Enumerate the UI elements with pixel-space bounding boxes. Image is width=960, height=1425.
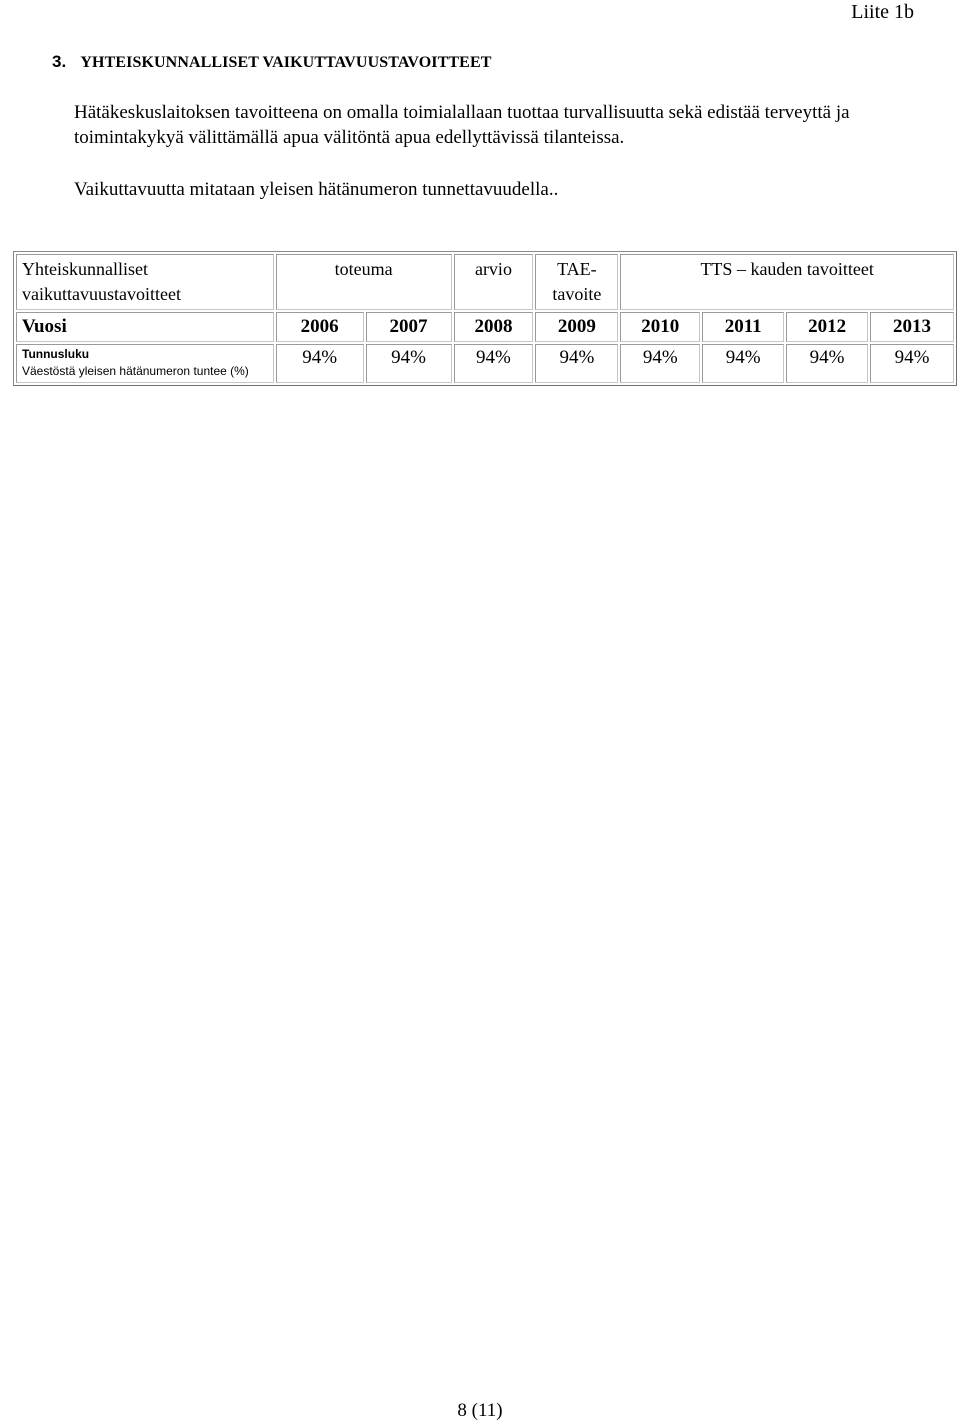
year-cell: 2012 <box>786 312 868 342</box>
year-cell: 2007 <box>366 312 452 342</box>
indicator-description: Väestöstä yleisen hätänumeron tuntee (%) <box>22 364 249 378</box>
measure-paragraph: Vaikuttavuutta mitataan yleisen hätänumeron tunnettavuudella.. <box>74 179 559 200</box>
year-cell: 2010 <box>620 312 700 342</box>
indicator-title: Tunnusluku <box>22 347 90 361</box>
table-header-row <box>16 254 954 310</box>
page-number: 8 (11) <box>457 1400 503 1421</box>
section-heading <box>52 52 491 72</box>
value-cell: 94% <box>366 344 452 383</box>
year-cell: 2011 <box>702 312 784 342</box>
year-cell: 2013 <box>870 312 954 342</box>
header-goals-cell: Yhteiskunnalliset vaikuttavuustavoitteet <box>16 254 274 310</box>
value-cell: 94% <box>454 344 534 383</box>
appendix-label: Liite 1b <box>851 1 914 23</box>
value-cell: 94% <box>620 344 700 383</box>
section-number: 3. <box>52 52 67 71</box>
header-arvio-cell: arvio <box>454 254 534 310</box>
section-title: YHTEISKUNNALLISET VAIKUTTAVUUSTAVOITTEET <box>80 54 492 71</box>
indicator-row <box>16 344 954 383</box>
value-cell: 94% <box>786 344 868 383</box>
value-cell: 94% <box>702 344 784 383</box>
year-row <box>16 312 954 342</box>
year-cell: 2006 <box>276 312 364 342</box>
value-cell: 94% <box>535 344 618 383</box>
value-cell: 94% <box>870 344 954 383</box>
header-toteuma-cell: toteuma <box>276 254 452 310</box>
year-cell: 2009 <box>535 312 618 342</box>
header-tts-cell: TTS – kauden tavoitteet <box>620 254 954 310</box>
indicator-cell <box>16 344 274 383</box>
value-cell: 94% <box>276 344 364 383</box>
year-label-cell: Vuosi <box>16 312 274 342</box>
header-tae-cell: TAE-tavoite <box>535 254 618 310</box>
goals-table <box>13 251 957 386</box>
year-cell: 2008 <box>454 312 534 342</box>
intro-paragraph: Hätäkeskuslaitoksen tavoitteena on omalla toimialallaan tuottaa turvallisuutta sekä edistää terveyttä ja toimintakykyä välittämällä apua välitöntä apua edellyttävissä tilanteissa. <box>74 102 850 148</box>
